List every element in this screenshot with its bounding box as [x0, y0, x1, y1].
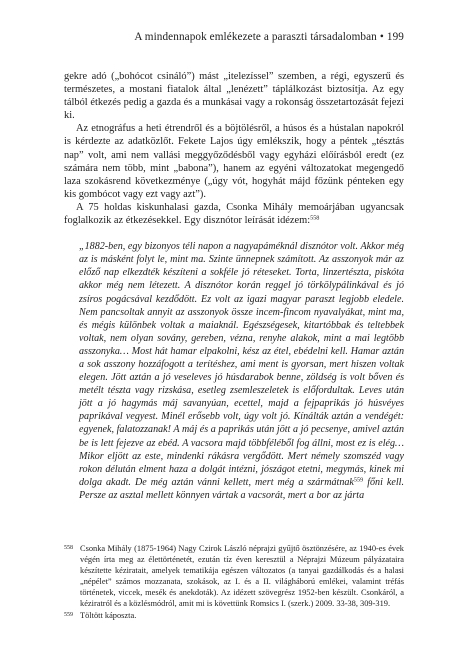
paragraph-1: gekre adó („bohócot csináló”) mást „itelezíssel” szemben, a régi, egyszerű és természetes, a mostani fiatalok által „lenézett” táplálkozást biztosítja. Az egy tálból étkezés pedig a gazda és a munkásai vagy a rokonság összetartozását fejezi ki. — [64, 71, 404, 122]
running-head — [64, 30, 404, 44]
quote-text: „1882-ben, egy bizonyos téli napon a nagyapáméknál disznótor volt. Akkor még az is másként folyt le, mint ma. Szinte ünnepnek számított. Az asszonyok már az előző nap elkezdték készíteni a sokféle jó réteseket. Torta, linzertészta, piskóta akkor még nem létezett. A disznótor korán reggel jó törkölypálinkával és jó zsíros pogácsával kezdődött. Ez volt az igazi magyar paraszt legjobb eledele. Nem pancsoltak annyit az asszonyok össze incem-fincom nyavalyákat, mint ma, és mégis különbek voltak a maiaknál. Egészségesek, kitartóbbak és teltebbek voltak, nem olyan sovány, gereben, vézna, renyhe alakok, mint a mai legtöbb asszonyka… Most hát hamar elpakolni, kész az étel, ebédelni kell. Hamar aztán a sok asszony hozzáfogott a terítéshez, ami ment is gyorsan, mert hiszen voltak elegen. Jött aztán a jó veseleves jó húsdarabok benne, zöldség is volt bőven és metélt tészta vagy rizskása, esetleg zsemleszeletek is előfordultak. Leves után jött a jó hagymás máj savanyúan, ecettel, majd a fejpaprikás jó húsvéyes paprikával vegyest. Minél erősebb volt, úgy volt jó. Kínálták aztán a vendégét: egyenek, falatozzanak! A máj és a paprikás után jött a jó pecsenye, amivel aztán be is lett fejezve az ebéd. A vacsora majd többféléből fog állni, most ez is elég… Mikor eljött az este, mindenki rákásra vergődött. Mert némely szomszéd vagy rokon délután elment haza a dolgát intézni, jószágot etetni, megymás, kinek mi dolga akadt. De még aztán vánni kellett, mert még a szármátnak — [79, 241, 404, 488]
paragraph-3-text: A 75 holdas kiskunhalasi gazda, Csonka Mihály memoárjában ugyancsak foglalkozik az étkezésekkel. Egy disznótor leírását idézem: — [64, 201, 404, 227]
footnote-reference-558[interactable]: 558 — [310, 214, 320, 222]
paragraph-2: Az etnográfus a heti étrendről és a böjtölésről, a húsos és a hústalan napokról is kérdezte az adatközlőt. Fekete Lajos úgy emlékszik, hogy a péntek „tésztás nap” volt, ami nem vallási meggyőződésből vagy egyházi előírásból eredt (ez számára nem több, mint „babona”), hanem az egyéni változatokat megengedő laza szokásrend következménye („úgy vót, hogyhát májd főzünk pénteken egy kis gombócot vagy ezt vagy azt”). — [64, 123, 404, 200]
page — [64, 30, 404, 502]
block-quote — [79, 240, 404, 502]
body-text — [64, 70, 404, 227]
footnote-reference-559[interactable]: 559 — [353, 476, 364, 484]
footnote-559 — [64, 611, 404, 622]
page-number: 199 — [386, 31, 404, 43]
footnotes — [64, 544, 404, 624]
quote-text-continued: főni kell. Persze az asztal mellett könnyen vártak a vacsorát, mert a bor az járta — [79, 476, 404, 501]
footnote-text: Töltött káposzta. — [80, 611, 137, 621]
running-head-title: A mindennapok emlékezete a paraszti társadalomban — [134, 31, 377, 43]
footnote-number: 559 — [64, 612, 73, 619]
footnote-number: 558 — [64, 545, 73, 551]
footnote-558 — [64, 544, 404, 609]
footnote-text: Csonka Mihály (1875-1964) Nagy Czirok László néprajzi gyűjtő ösztönzésére, az 1940-es évek végén írta meg az élettörténetét, ezután tíz éven keresztül a Néprajzi Múzeum pályázataira készítette kéziratait, amelyek tematikája egészen változatos (a tanyai gazdálkodás és a halasi „népélet” számos mozzanata, szokások, az I. és a II. világháború emlékei, valamint tréfás történetek, viccek, mesék és anekdoták). Az idézett szövegrész 1952-ben készült. Csonkáról, a kéziratról és a közlésmódról, amit mi is követtünk Romsics I. (szerk.) 2009. 33-38, 309-319. — [80, 544, 404, 608]
paragraph-3 — [64, 201, 404, 227]
running-head-separator: • — [379, 31, 384, 43]
